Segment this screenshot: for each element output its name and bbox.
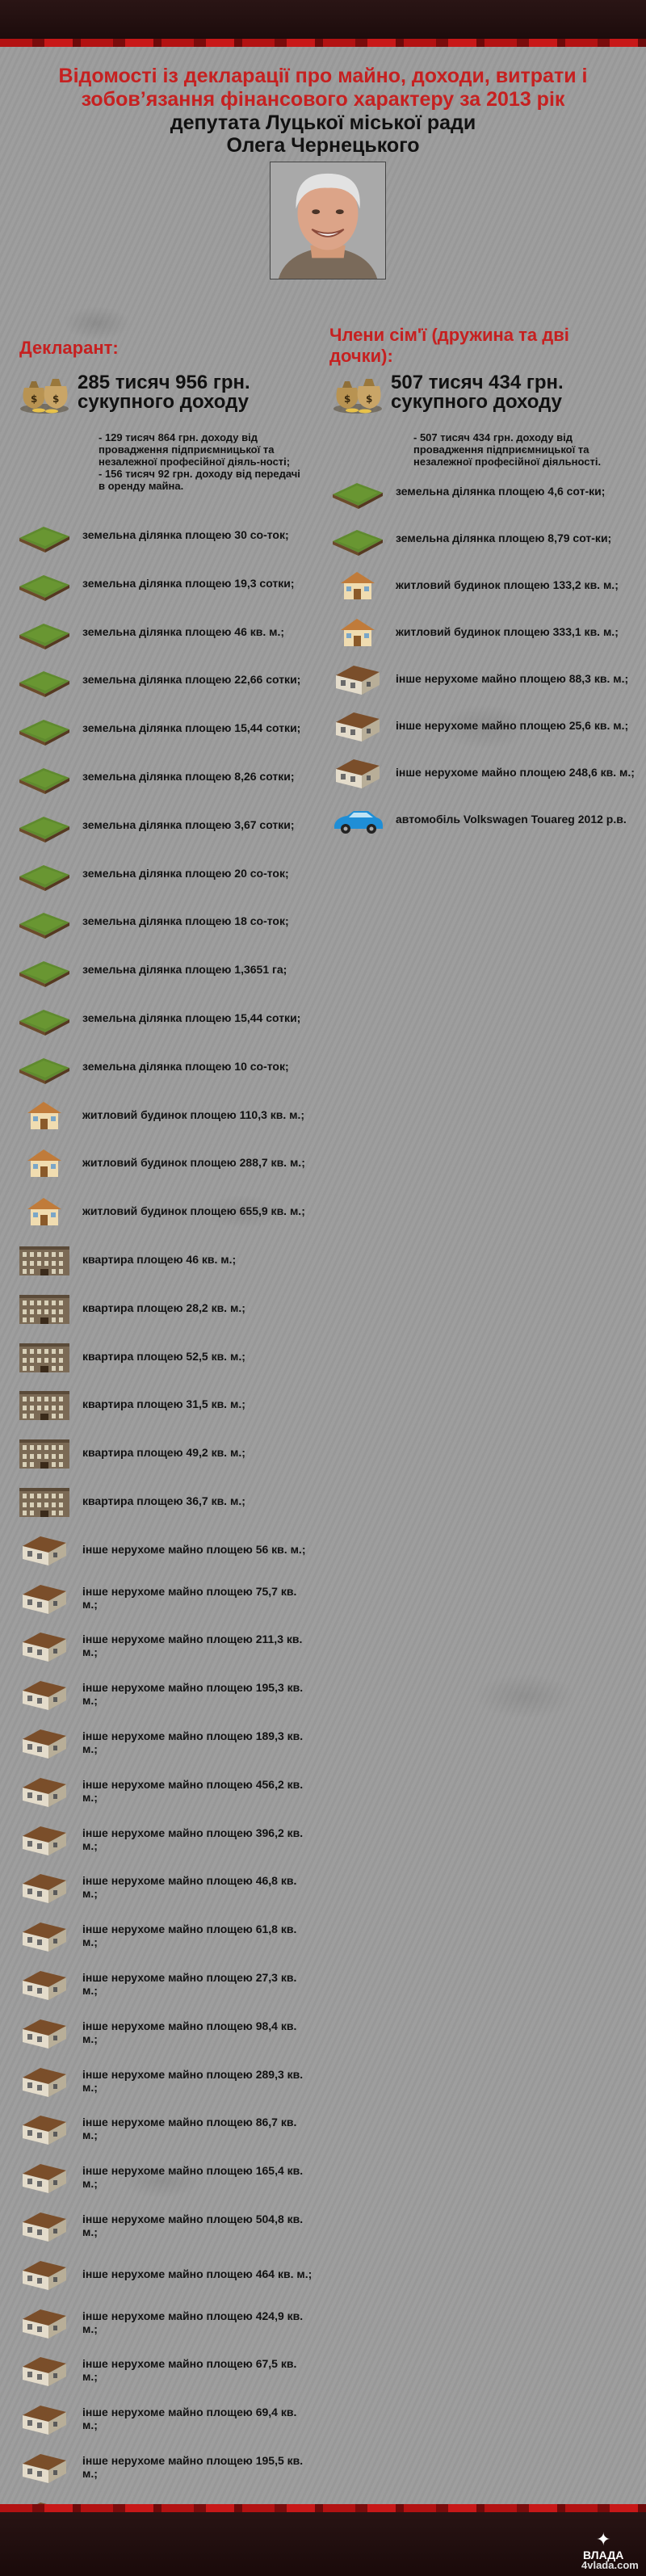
apartment-icon: [16, 1290, 73, 1326]
declarant-income-notes: [90, 431, 308, 492]
land-icon: [16, 855, 73, 891]
asset-label: житловий будинок площею 655,9 кв. м.;: [82, 1204, 305, 1218]
svg-text:$: $: [366, 393, 373, 405]
house-icon: [329, 567, 386, 603]
asset-label: інше нерухоме майно площею 464 кв. м.;: [82, 2267, 313, 2280]
asset-label: земельна ділянка площею 10 со-ток;: [82, 1059, 289, 1073]
house-icon: [16, 1193, 73, 1229]
asset-label: інше нерухоме майно площею 396,2 кв. м.;: [82, 1826, 304, 1852]
property-icon: [16, 1966, 73, 2002]
declarant-asset-item: [16, 1386, 315, 1422]
house-icon: [16, 1145, 73, 1180]
house-icon: [329, 614, 386, 649]
family-asset-item: [329, 708, 644, 743]
land-icon: [16, 1000, 73, 1036]
land-icon: [16, 565, 73, 601]
asset-label: квартира площею 52,5 кв. м.;: [82, 1349, 245, 1363]
asset-label: земельна ділянка площею 19,3 сотки;: [82, 576, 295, 590]
asset-label: інше нерухоме майно площею 189,3 кв. м.;: [82, 1729, 304, 1755]
declarant-asset-item: [16, 903, 315, 939]
asset-label: інше нерухоме майно площею 69,4 кв. м.;: [82, 2406, 297, 2432]
declarant-asset-item: [16, 2352, 315, 2388]
property-icon: [16, 2305, 73, 2340]
asset-label: інше нерухоме майно площею 248,6 кв. м.;: [396, 766, 635, 779]
asset-label: квартира площею 28,2 кв. м.;: [82, 1301, 245, 1314]
declarant-income: [16, 370, 307, 415]
declarant-asset-item: [16, 2449, 315, 2485]
property-icon: [16, 1773, 73, 1809]
land-icon: [16, 517, 73, 553]
asset-label: інше нерухоме майно площею 75,7 кв. м.;: [82, 1584, 297, 1611]
property-icon: [16, 1676, 73, 1712]
money-bags-icon: [329, 370, 386, 415]
deputy-photo: [270, 162, 386, 279]
asset-label: земельна ділянка площею 15,44 сотки;: [82, 721, 301, 735]
family-asset-item: [329, 754, 644, 790]
property-icon: [16, 1628, 73, 1663]
land-icon: [16, 759, 73, 794]
page-header: [0, 65, 646, 157]
property-icon: [16, 1532, 73, 1567]
asset-label: інше нерухоме майно площею 25,6 кв. м.;: [396, 719, 629, 732]
declarant-income-text: 285 тисяч 956 грн. сукупного доходу: [78, 372, 250, 413]
asset-label: квартира площею 49,2 кв. м.;: [82, 1446, 245, 1460]
asset-label: земельна ділянка площею 8,26 сотки;: [82, 770, 295, 783]
declarant-asset-item: [16, 1918, 315, 1953]
asset-label: інше нерухоме майно площею 289,3 кв. м.;: [82, 2067, 304, 2094]
declarant-asset-item: [16, 1435, 315, 1470]
declarant-asset-item: [16, 565, 315, 601]
land-icon: [16, 952, 73, 987]
property-icon: [16, 2015, 73, 2050]
asset-label: інше нерухоме майно площею 504,8 кв. м.;: [82, 2213, 304, 2238]
property-icon: [16, 2111, 73, 2146]
declarant-asset-item: [16, 517, 315, 553]
declarant-asset-item: [16, 614, 315, 649]
land-icon: [16, 807, 73, 843]
land-icon: [16, 903, 73, 939]
asset-label: інше нерухоме майно площею 88,3 кв. м.;: [396, 672, 629, 685]
asset-label: автомобіль Volkswagen Touareg 2012 р.в.: [396, 813, 627, 826]
land-icon: [329, 520, 386, 556]
asset-label: інше нерухоме майно площею 61,8 кв. м.;: [82, 1923, 297, 1949]
declarant-asset-item: [16, 2111, 315, 2146]
deputy-name: Олега Чернецького: [226, 134, 420, 157]
apartment-icon: [16, 1386, 73, 1422]
land-icon: [16, 662, 73, 697]
declarant-asset-item: [16, 1290, 315, 1326]
asset-label: інше нерухоме майно площею 46,8 кв. м.;: [82, 1874, 297, 1901]
property-icon: [16, 2449, 73, 2485]
declarant-asset-item: [16, 1869, 315, 1905]
family-income: [329, 370, 620, 415]
declarant-asset-item: [16, 1532, 315, 1567]
asset-label: житловий будинок площею 110,3 кв. м.;: [82, 1107, 305, 1121]
asset-label: квартира площею 36,7 кв. м.;: [82, 1494, 245, 1507]
land-icon: [16, 1048, 73, 1084]
asset-label: житловий будинок площею 288,7 кв. м.;: [82, 1156, 305, 1170]
declarant-asset-item: [16, 1000, 315, 1036]
property-icon: [329, 661, 386, 696]
logo-text: ВЛАДА: [583, 2549, 624, 2561]
asset-label: інше нерухоме майно площею 456,2 кв. м.;: [82, 1777, 304, 1804]
declarant-asset-item: [16, 1193, 315, 1229]
property-icon: [16, 2063, 73, 2099]
asset-label: земельна ділянка площею 46 кв. м.;: [82, 624, 285, 638]
declarant-heading: Декларант:: [19, 338, 119, 358]
apartment-icon: [16, 1338, 73, 1374]
asset-label: інше нерухоме майно площею 424,9 кв. м.;: [82, 2309, 304, 2335]
vlada-logo: [583, 2531, 623, 2561]
asset-label: інше нерухоме майно площею 165,4 кв. м.;: [82, 2164, 304, 2191]
declarant-asset-item: [16, 2401, 315, 2436]
family-heading: Члени сім'ї (дружина та дві дочки):: [329, 325, 569, 366]
svg-text:$: $: [31, 393, 38, 405]
asset-label: земельна ділянка площею 8,79 сот-ки;: [396, 532, 612, 544]
declarant-asset-item: [16, 2208, 315, 2243]
declarant-asset-item: [16, 855, 315, 891]
asset-label: квартира площею 31,5 кв. м.;: [82, 1397, 245, 1411]
declarant-asset-item: [16, 710, 315, 746]
property-icon: [16, 1725, 73, 1760]
property-icon: [16, 2159, 73, 2195]
declarant-asset-item: [16, 1725, 315, 1760]
asset-label: земельна ділянка площею 4,6 сот-ки;: [396, 485, 606, 498]
property-icon: [16, 2256, 73, 2292]
house-icon: [16, 1097, 73, 1133]
family-note: - 507 тисяч 434 грн. доходу від провадження підприємницької та незалежної професійної діяльності.: [413, 431, 602, 468]
apartment-icon: [16, 1242, 73, 1277]
asset-label: земельна ділянка площею 22,66 сотки;: [82, 673, 301, 687]
asset-label: інше нерухоме майно площею 98,4 кв. м.;: [82, 2019, 297, 2045]
property-icon: [16, 1869, 73, 1905]
asset-label: інше нерухоме майно площею 86,7 кв. м.;: [82, 2116, 297, 2142]
declarant-asset-item: [16, 759, 315, 794]
declarant-asset-item: [16, 1628, 315, 1663]
asset-label: квартира площею 46 кв. м.;: [82, 1253, 237, 1266]
property-icon: [16, 2401, 73, 2436]
declarant-asset-item: [16, 952, 315, 987]
family-asset-item: [329, 473, 644, 509]
family-asset-item: [329, 520, 644, 556]
page-subtitle: депутата Луцької міської ради: [170, 111, 476, 134]
asset-label: житловий будинок площею 333,1 кв. м.;: [396, 625, 619, 638]
declarant-asset-item: [16, 1097, 315, 1133]
asset-label: земельна ділянка площею 15,44 сотки;: [82, 1011, 301, 1024]
car-icon: [329, 801, 386, 837]
asset-label: земельна ділянка площею 3,67 сотки;: [82, 817, 295, 831]
land-icon: [16, 614, 73, 649]
declarant-asset-item: [16, 1773, 315, 1809]
property-icon: [16, 1822, 73, 1857]
asset-label: інше нерухоме майно площею 195,5 кв. м.;: [82, 2454, 304, 2480]
apartment-icon: [16, 1483, 73, 1519]
asset-label: земельна ділянка площею 18 со-ток;: [82, 914, 289, 928]
family-income-text: 507 тисяч 434 грн. сукупного доходу: [391, 372, 564, 413]
bottom-banner: [0, 2504, 646, 2576]
declarant-note: - 156 тисяч 92 грн. доходу від передачі в оренду майна.: [99, 468, 300, 492]
declarant-asset-item: [16, 2063, 315, 2099]
declarant-asset-item: [16, 1580, 315, 1616]
top-banner: [0, 0, 646, 47]
declarant-asset-item: [16, 1338, 315, 1374]
asset-label: інше нерухоме майно площею 27,3 кв. м.;: [82, 1971, 297, 1997]
property-icon: [329, 754, 386, 790]
declarant-asset-item: [16, 1048, 315, 1084]
property-icon: [329, 708, 386, 743]
money-bags-icon: [16, 370, 73, 415]
property-icon: [16, 2352, 73, 2388]
declarant-asset-item: [16, 2305, 315, 2340]
asset-label: інше нерухоме майно площею 67,5 кв. м.;: [82, 2357, 297, 2384]
declarant-asset-item: [16, 1676, 315, 1712]
declarant-asset-item: [16, 662, 315, 697]
page-title: Відомості із декларації про майно, доходи, витрати і зобов’язання фінансового характеру за 2013 рік: [58, 65, 588, 111]
declarant-asset-item: [16, 1145, 315, 1180]
asset-label: земельна ділянка площею 1,3651 га;: [82, 963, 287, 977]
declarant-asset-item: [16, 2159, 315, 2195]
family-asset-item: [329, 801, 644, 837]
asset-label: інше нерухоме майно площею 195,3 кв. м.;: [82, 1681, 304, 1708]
declarant-note: - 129 тисяч 864 грн. доходу від провадження підприємницької та незалежної професійної діяль-ності;: [99, 431, 291, 468]
site-url: 4vlada.com: [581, 2559, 639, 2571]
apartment-icon: [16, 1435, 73, 1470]
declarant-asset-item: [16, 807, 315, 843]
svg-text:$: $: [52, 393, 60, 405]
declarant-asset-item: [16, 1242, 315, 1277]
declarant-asset-item: [16, 1822, 315, 1857]
logo-symbol-icon: ✦: [595, 2529, 611, 2549]
asset-label: земельна ділянка площею 30 со-ток;: [82, 528, 289, 541]
property-icon: [16, 1918, 73, 1953]
family-asset-item: [329, 614, 644, 649]
family-income-notes: [405, 431, 640, 468]
family-asset-item: [329, 567, 644, 603]
asset-label: земельна ділянка площею 20 со-ток;: [82, 866, 289, 880]
asset-label: інше нерухоме майно площею 211,3 кв. м.;: [82, 1633, 303, 1659]
declarant-asset-item: [16, 1483, 315, 1519]
declarant-asset-item: [16, 2256, 315, 2292]
property-icon: [16, 2208, 73, 2243]
svg-text:$: $: [344, 393, 351, 405]
asset-label: інше нерухоме майно площею 56 кв. м.;: [82, 1542, 306, 1556]
family-asset-item: [329, 661, 644, 696]
land-icon: [329, 473, 386, 509]
declarant-asset-item: [16, 1966, 315, 2002]
declarant-asset-item: [16, 2015, 315, 2050]
land-icon: [16, 710, 73, 746]
property-icon: [16, 1580, 73, 1616]
asset-label: житловий будинок площею 133,2 кв. м.;: [396, 578, 619, 591]
